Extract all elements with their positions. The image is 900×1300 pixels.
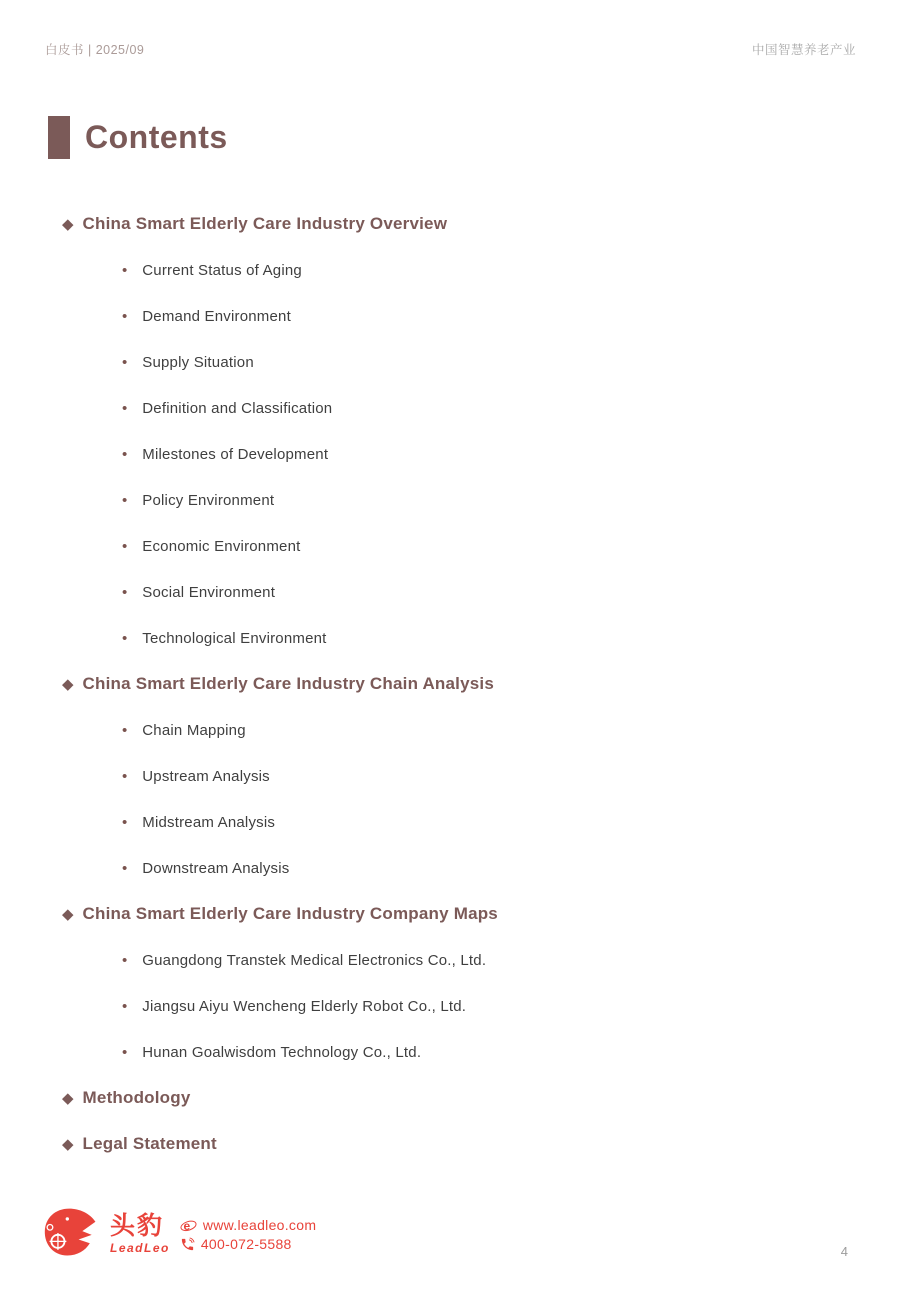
header-left-label: 白皮书 | 2025/09 bbox=[45, 43, 145, 57]
toc-item-label: Technological Environment bbox=[142, 629, 327, 647]
page-number: 4 bbox=[840, 1244, 848, 1259]
footer-logo bbox=[42, 1207, 316, 1262]
page-header bbox=[45, 40, 856, 58]
dot-bullet-icon: • bbox=[122, 721, 128, 739]
toc-item-label: Demand Environment bbox=[142, 307, 291, 325]
phone-handset-icon bbox=[180, 1237, 195, 1252]
toc bbox=[0, 201, 900, 1167]
dot-bullet-icon: • bbox=[122, 813, 128, 831]
toc-item bbox=[0, 339, 900, 385]
dot-bullet-icon: • bbox=[122, 537, 128, 555]
toc-section-label: China Smart Elderly Care Industry Company Maps bbox=[82, 904, 498, 923]
page-title: Contents bbox=[85, 119, 228, 155]
diamond-bullet-icon: ◆ bbox=[62, 675, 74, 693]
toc-item-label: Upstream Analysis bbox=[142, 767, 270, 785]
title-accent-bar bbox=[48, 116, 70, 159]
toc-item-label: Current Status of Aging bbox=[142, 261, 302, 279]
toc-section-label: Methodology bbox=[82, 1088, 191, 1107]
toc-item bbox=[0, 799, 900, 845]
toc-section-label: China Smart Elderly Care Industry Chain Analysis bbox=[82, 674, 494, 693]
dot-bullet-icon: • bbox=[122, 767, 128, 785]
dot-bullet-icon: • bbox=[122, 951, 128, 969]
dot-bullet-icon: • bbox=[122, 445, 128, 463]
diamond-bullet-icon: ◆ bbox=[62, 1089, 74, 1107]
toc-item-label: Economic Environment bbox=[142, 537, 301, 555]
website-row bbox=[180, 1216, 316, 1235]
logo-english-label: LeadLeo bbox=[110, 1241, 170, 1255]
diamond-bullet-icon: ◆ bbox=[62, 905, 74, 923]
phone-row bbox=[180, 1235, 316, 1254]
dot-bullet-icon: • bbox=[122, 307, 128, 325]
toc-section-0 bbox=[0, 201, 900, 247]
toc-item-label: Guangdong Transtek Medical Electronics Co., Ltd. bbox=[142, 951, 487, 969]
toc-item-label: Downstream Analysis bbox=[142, 859, 290, 877]
toc-item bbox=[0, 247, 900, 293]
toc-item bbox=[0, 707, 900, 753]
toc-section-1 bbox=[0, 661, 900, 707]
toc-item-label: Supply Situation bbox=[142, 353, 254, 371]
dot-bullet-icon: • bbox=[122, 491, 128, 509]
svg-text:e: e bbox=[183, 1218, 191, 1233]
toc-item bbox=[0, 753, 900, 799]
toc-section-4 bbox=[0, 1121, 900, 1167]
dot-bullet-icon: • bbox=[122, 353, 128, 371]
dot-bullet-icon: • bbox=[122, 261, 128, 279]
dot-bullet-icon: • bbox=[122, 859, 128, 877]
toc-item bbox=[0, 385, 900, 431]
toc-section-label: China Smart Elderly Care Industry Overview bbox=[82, 214, 448, 233]
globe-e-icon bbox=[180, 1217, 197, 1234]
toc-item bbox=[0, 615, 900, 661]
toc-item-label: Midstream Analysis bbox=[142, 813, 276, 831]
dot-bullet-icon: • bbox=[122, 399, 128, 417]
toc-item bbox=[0, 523, 900, 569]
toc-item bbox=[0, 983, 900, 1029]
diamond-bullet-icon: ◆ bbox=[62, 215, 74, 233]
header-right-label: 中国智慧养老产业 bbox=[751, 43, 856, 57]
toc-item bbox=[0, 477, 900, 523]
logo-text-block bbox=[110, 1214, 170, 1255]
diamond-bullet-icon: ◆ bbox=[62, 1135, 74, 1153]
dot-bullet-icon: • bbox=[122, 583, 128, 601]
toc-item bbox=[0, 569, 900, 615]
toc-item-label: Milestones of Development bbox=[142, 445, 329, 463]
toc-item bbox=[0, 937, 900, 983]
leadleo-leopard-icon bbox=[42, 1207, 102, 1262]
toc-item bbox=[0, 431, 900, 477]
website-label: www.leadleo.com bbox=[202, 1217, 317, 1233]
toc-item-label: Hunan Goalwisdom Technology Co., Ltd. bbox=[142, 1043, 422, 1061]
contents-title-row bbox=[48, 116, 228, 159]
toc-item-label: Policy Environment bbox=[142, 491, 275, 509]
toc-section-2 bbox=[0, 891, 900, 937]
dot-bullet-icon: • bbox=[122, 1043, 128, 1061]
toc-item-label: Jiangsu Aiyu Wencheng Elderly Robot Co., Ltd. bbox=[142, 997, 467, 1015]
toc-item-label: Definition and Classification bbox=[142, 399, 333, 417]
toc-item bbox=[0, 845, 900, 891]
toc-item-label: Social Environment bbox=[142, 583, 276, 601]
toc-item bbox=[0, 1029, 900, 1075]
toc-item bbox=[0, 293, 900, 339]
logo-chinese-label: 头豹 bbox=[110, 1212, 165, 1240]
contact-block bbox=[180, 1216, 316, 1254]
toc-section-label: Legal Statement bbox=[82, 1134, 217, 1153]
phone-label: 400-072-5588 bbox=[200, 1236, 292, 1252]
toc-item-label: Chain Mapping bbox=[142, 721, 246, 739]
toc-section-3 bbox=[0, 1075, 900, 1121]
dot-bullet-icon: • bbox=[122, 629, 128, 647]
dot-bullet-icon: • bbox=[122, 997, 128, 1015]
